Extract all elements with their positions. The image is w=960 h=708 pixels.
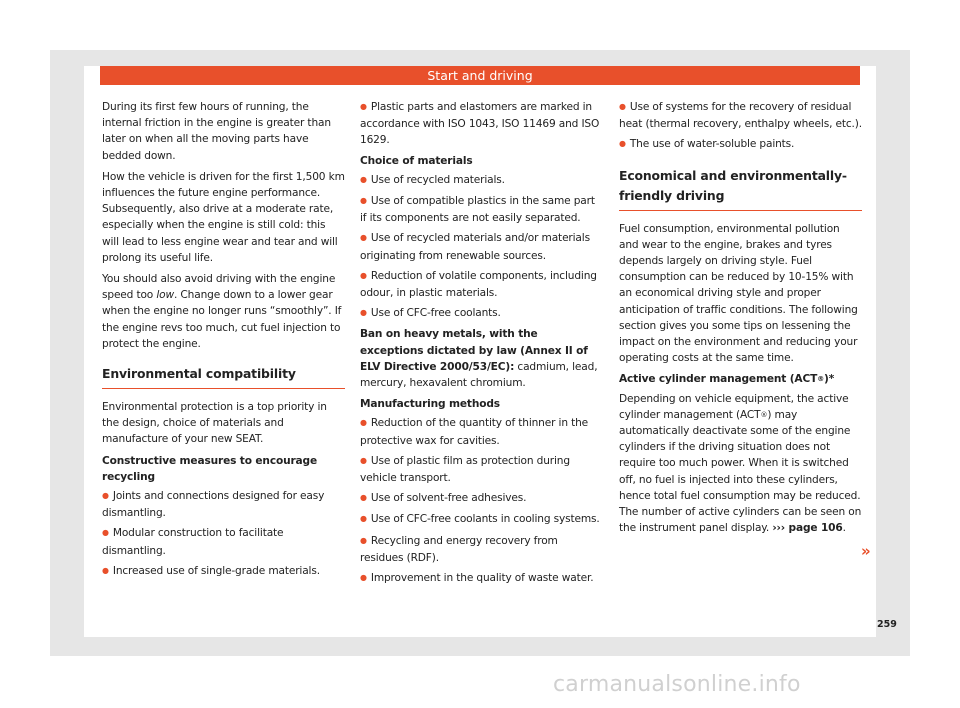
watermark: carmanualsonline.info — [553, 672, 801, 697]
bullet-item: ● Use of CFC-free coolants. — [360, 305, 603, 322]
bullet-item: ● Use of recycled materials and/or materials originating from renewable sources. — [360, 230, 603, 263]
heading-environmental-compatibility: Environmental compatibility — [102, 364, 345, 389]
column-right — [619, 99, 862, 541]
bullet-item: ● Use of solvent-free adhesives. — [360, 490, 603, 507]
bullet-item: ● Use of recycled materials. — [360, 172, 603, 189]
bullet-item: ● Use of CFC-free coolants in cooling systems. — [360, 511, 603, 528]
paragraph: How the vehicle is driven for the first 1,500 km influences the future engine performance. Subsequently, also drive at a moderate rate, especially when the engine is still cold: this will lead to less engine wear and tear and will prolong its useful life. — [102, 170, 345, 264]
paragraph: During its first few hours of running, the internal friction in the engine is greater than later on when all the moving parts have bedded down. — [102, 101, 331, 162]
bullet-item: ● Use of compatible plastics in the same part if its components are not easily separated. — [360, 193, 603, 226]
bullet-item: ● Increased use of single-grade materials. — [102, 563, 345, 580]
section-header: Start and driving — [100, 66, 860, 85]
page-reference-link[interactable]: ››› page 106 — [772, 522, 843, 535]
bullet-item: ● Recycling and energy recovery from residues (RDF). — [360, 533, 603, 566]
subheading: Constructive measures to encourage recycling — [102, 454, 318, 483]
paragraph: You should also avoid driving with the engine speed too low. Change down to a lower gear when the engine no longer runs “smoothly”. If the engine revs too much, cut fuel injection to protect the engine. — [102, 273, 342, 350]
bullet-item: ● Use of systems for the recovery of residual heat (thermal recovery, enthalpy wheels, etc.). — [619, 99, 862, 132]
bullet-item: ● Joints and connections designed for easy dismantling. — [102, 488, 345, 521]
column-left — [102, 99, 345, 584]
subheading: Choice of materials — [360, 154, 473, 167]
page-number: 259 — [877, 619, 897, 630]
bullet-item: ● Plastic parts and elastomers are marked in accordance with ISO 1043, ISO 11469 and ISO 1629. — [360, 99, 603, 149]
subheading-act: Active cylinder management (ACT®)* — [619, 373, 835, 386]
paragraph-act: Depending on vehicle equipment, the active cylinder management (ACT®) may automatically deactivate some of the engine cylinders if the driving situation does not require too much power. When it is switched off, no fuel is injected into these cylinders, hence total fuel consumption may be reduced. The number of active cylinders can be seen on the instrument panel display. ››› page 106. — [619, 392, 862, 535]
continue-arrow-icon: » — [861, 542, 871, 560]
column-middle — [360, 99, 603, 591]
bullet-item: ● Improvement in the quality of waste water. — [360, 570, 603, 587]
paragraph: Fuel consumption, environmental pollution and wear to the engine, brakes and tyres depends largely on driving style. Fuel consumption can be reduced by 10-15% with an economical driving style and proper anticipation of traffic conditions. The following section gives you some tips on lessening the impact on the environment and reducing your operating costs at the same time. — [619, 222, 858, 365]
paragraph: Environmental protection is a top priority in the design, choice of materials and manufacture of your new SEAT. — [102, 401, 327, 446]
bullet-item: ● Use of plastic film as protection during vehicle transport. — [360, 453, 603, 486]
subheading: Manufacturing methods — [360, 398, 500, 411]
bullet-item: ● The use of water-soluble paints. — [619, 136, 862, 153]
heading-economical-driving: Economical and environmentally-friendly driving — [619, 166, 862, 211]
bullet-item: ● Modular construction to facilitate dismantling. — [102, 525, 345, 558]
bullet-item: ● Reduction of volatile components, including odour, in plastic materials. — [360, 268, 603, 301]
paragraph-heavy-metals: Ban on heavy metals, with the exceptions dictated by law (Annex II of ELV Directive 2000/53/EC): cadmium, lead, mercury, hexavalent chromium. — [360, 328, 598, 390]
bullet-item: ● Reduction of the quantity of thinner in the protective wax for cavities. — [360, 415, 603, 448]
